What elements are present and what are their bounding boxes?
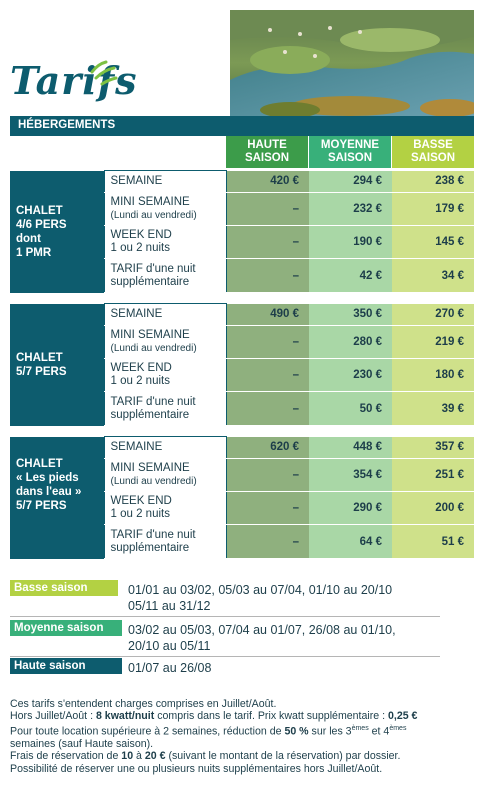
price-basse: 145 € (392, 226, 474, 259)
price-haute: – (226, 459, 309, 492)
category-line: 5/7 PERS (16, 365, 67, 378)
row-label-main: MINI SEMAINE (110, 196, 190, 208)
column-header-line: SAISON (410, 152, 456, 164)
price-moyenne: 354 € (309, 459, 392, 492)
note-text: Pour toute location supérieure à 2 semaines, réduction de (10, 725, 285, 738)
note-line (10, 723, 480, 738)
price-basse: 357 € (392, 437, 474, 459)
season-dates-line: 03/02 au 05/03, 07/04 au 01/07, 26/08 au 01/10, (128, 623, 396, 637)
price-basse: 39 € (392, 392, 474, 426)
row-label (104, 525, 226, 559)
row-label-sub: supplémentaire (110, 275, 190, 288)
column-header-line: SAISON (327, 152, 373, 164)
season-dates (128, 660, 211, 676)
lake-photo (230, 10, 474, 116)
header (0, 0, 496, 116)
row-label-main: TARIF d'une nuit (110, 262, 196, 275)
price-haute: – (226, 359, 309, 392)
price-basse: 219 € (392, 326, 474, 359)
note-line (10, 710, 480, 722)
category-line: 1 PMR (16, 246, 52, 259)
row-label (104, 193, 226, 226)
note-text: et 4 (368, 725, 390, 738)
category-line: CHALET (16, 457, 63, 470)
price-haute: – (226, 226, 309, 259)
column-header-haute (226, 136, 308, 168)
row-label (104, 359, 226, 392)
section-header: HÉBERGEMENTS (10, 116, 474, 136)
price-basse: 51 € (392, 525, 474, 559)
price-haute: – (226, 525, 309, 559)
column-header-line: BASSE (413, 139, 453, 151)
note-text: sur les 3 (308, 725, 352, 738)
row-label-main: WEEK END (110, 362, 172, 374)
note-bold: 50 % (284, 725, 309, 738)
category-line: dans l'eau » (16, 485, 82, 498)
price-haute: – (226, 193, 309, 226)
price-basse: 179 € (392, 193, 474, 226)
notes (10, 698, 480, 775)
season-dates-line: 01/01 au 03/02, 05/03 au 07/04, 01/10 au 20/10 (128, 583, 393, 597)
tariff-table-block (10, 436, 474, 559)
price-haute: 490 € (226, 304, 309, 326)
price-haute: 420 € (226, 171, 309, 193)
note-line: Possibilité de réserver une ou plusieurs nuits supplémentaires hors Juillet/Août. (10, 762, 383, 775)
season-dates-line: 20/10 au 05/11 (128, 639, 211, 653)
row-label-sub: 1 ou 2 nuits (110, 242, 170, 254)
price-moyenne: 294 € (309, 171, 392, 193)
column-header-line: SAISON (244, 152, 290, 164)
price-moyenne: 290 € (309, 492, 392, 525)
price-haute: – (226, 259, 309, 293)
note-sup: èmes (351, 724, 369, 732)
price-basse: 238 € (392, 171, 474, 193)
note-line: semaines (sauf Haute saison). (10, 737, 154, 750)
category-line: 4/6 PERS (16, 218, 67, 231)
row-label-main: TARIF d'une nuit (110, 395, 196, 408)
price-basse: 200 € (392, 492, 474, 525)
price-haute: – (226, 326, 309, 359)
column-header-line: HAUTE (247, 139, 287, 151)
row-label-main: TARIF d'une nuit (110, 528, 196, 541)
price-moyenne: 448 € (309, 437, 392, 459)
row-label (104, 492, 226, 525)
row-label (104, 259, 226, 293)
row-label-sub: (Lundi au vendredi) (110, 476, 197, 487)
tariff-table-block (10, 170, 474, 293)
row-label-sub: (Lundi au vendredi) (110, 343, 197, 354)
page-title: Tarifs (10, 58, 138, 103)
divider (10, 656, 440, 657)
category-line: 5/7 PERS (16, 499, 67, 512)
row-label (104, 226, 226, 259)
column-header-basse (392, 136, 474, 168)
season-dates (128, 622, 396, 654)
legend-haute (10, 658, 476, 678)
column-header-moyenne (309, 136, 391, 168)
note-line (10, 750, 480, 762)
category-line: CHALET (16, 204, 63, 217)
note-bold: 8 kwatt/nuit (95, 710, 155, 723)
column-header-line: MOYENNE (320, 139, 380, 151)
note-bold: 10 (121, 750, 134, 763)
note-line: Ces tarifs s'entendent charges comprises en Juillet/Août. (10, 698, 277, 710)
row-label-main: WEEK END (110, 495, 172, 507)
category-line: dont (16, 232, 41, 245)
price-haute: – (226, 392, 309, 426)
season-dates-line: 01/07 au 26/08 (128, 661, 212, 675)
note-text: (suivant le montant de la réservation) par dossier. (165, 750, 401, 763)
category-line: « Les pieds (16, 471, 79, 484)
season-dates (128, 582, 392, 614)
note-sup: èmes (389, 724, 407, 732)
category-cell (10, 304, 104, 426)
price-moyenne: 350 € (309, 304, 392, 326)
row-label (104, 459, 226, 492)
price-moyenne: 42 € (309, 259, 392, 293)
price-basse: 270 € (392, 304, 474, 326)
row-label-main: MINI SEMAINE (110, 329, 190, 341)
price-moyenne: 190 € (309, 226, 392, 259)
category-cell (10, 437, 104, 559)
legend-moyenne (10, 620, 476, 660)
row-label: SEMAINE (104, 437, 226, 459)
price-moyenne: 230 € (309, 359, 392, 392)
row-label: SEMAINE (104, 171, 226, 193)
season-tag-haute: Haute saison (10, 658, 122, 674)
category-line: CHALET (16, 351, 63, 364)
price-moyenne: 232 € (309, 193, 392, 226)
note-bold: 20 € (144, 750, 166, 763)
note-text: Hors Juillet/Août : (10, 710, 96, 723)
category-cell (10, 171, 104, 293)
row-label (104, 326, 226, 359)
price-moyenne: 64 € (309, 525, 392, 559)
note-bold: 0,25 € (388, 710, 418, 723)
row-label-sub: (Lundi au vendredi) (110, 210, 197, 221)
row-label-sub: supplémentaire (110, 408, 190, 421)
row-label-sub: 1 ou 2 nuits (110, 375, 170, 387)
row-label-main: MINI SEMAINE (110, 462, 190, 474)
season-tag-moyenne: Moyenne saison (10, 620, 122, 636)
row-label: SEMAINE (104, 304, 226, 326)
row-label-sub: 1 ou 2 nuits (110, 508, 170, 520)
legend-basse (10, 580, 476, 620)
season-dates-line: 05/11 au 31/12 (128, 599, 211, 613)
note-text: Frais de réservation de (10, 750, 122, 763)
row-label (104, 392, 226, 426)
note-text: à (133, 750, 145, 763)
row-label-main: WEEK END (110, 229, 172, 241)
divider (10, 616, 440, 617)
price-basse: 180 € (392, 359, 474, 392)
season-tag-basse: Basse saison (10, 580, 118, 596)
price-moyenne: 280 € (309, 326, 392, 359)
note-text: compris dans le tarif. Prix kwatt supplémentaire : (154, 710, 388, 723)
tariff-table-block (10, 303, 474, 426)
price-moyenne: 50 € (309, 392, 392, 426)
price-haute: 620 € (226, 437, 309, 459)
sparkle-icon (86, 58, 120, 88)
price-haute: – (226, 492, 309, 525)
price-basse: 251 € (392, 459, 474, 492)
price-basse: 34 € (392, 259, 474, 293)
row-label-sub: supplémentaire (110, 541, 190, 554)
